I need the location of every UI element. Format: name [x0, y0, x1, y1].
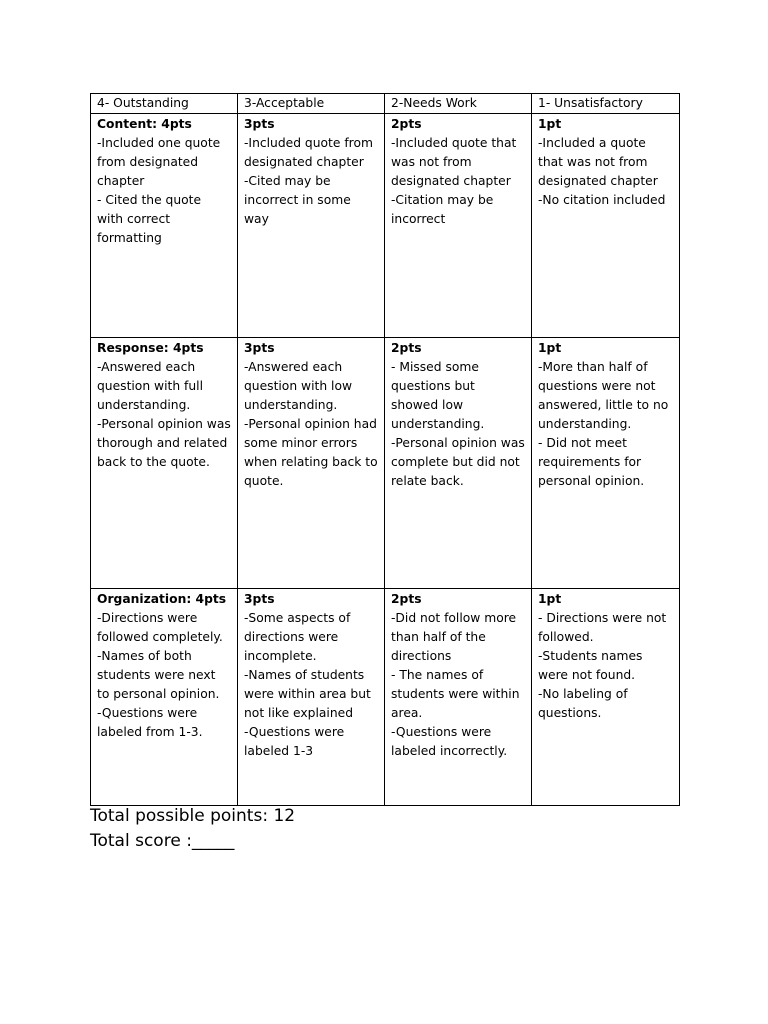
cell-line: -Citation may be incorrect — [391, 193, 494, 226]
header-row — [91, 94, 680, 114]
response-cell-2 — [385, 338, 532, 589]
cell-title: 1pt — [538, 117, 562, 131]
cell-line: -Included quote from designated chapter — [244, 136, 373, 169]
cell-line: -Personal opinion was complete but did not relate back. — [391, 436, 525, 488]
cell-line: -Questions were labeled incorrectly. — [391, 725, 508, 758]
total-possible-points: Total possible points: 12 — [90, 806, 296, 826]
response-row — [91, 338, 680, 589]
cell-line: -No citation included — [538, 193, 666, 207]
response-cell-1 — [532, 338, 680, 589]
cell-line: -Names of students were within area but not like explained — [244, 668, 371, 720]
cell-title: 3pts — [244, 341, 275, 355]
cell-line: -Included a quote that was not from designated chapter — [538, 136, 658, 188]
rubric-table — [90, 93, 680, 806]
header-outstanding: 4- Outstanding — [91, 94, 238, 114]
content-cell-2 — [385, 114, 532, 338]
cell-line: -Directions were followed completely. — [97, 611, 223, 644]
header-unsatisfactory: 1- Unsatisfactory — [532, 94, 680, 114]
cell-title: 2pts — [391, 117, 422, 131]
cell-title: 2pts — [391, 341, 422, 355]
cell-line: -Questions were labeled 1-3 — [244, 725, 345, 758]
cell-line: - Cited the quote with correct formatting — [97, 193, 202, 245]
cell-line: -Answered each question with low understanding. — [244, 360, 353, 412]
content-cell-4 — [91, 114, 238, 338]
response-cell-3 — [238, 338, 385, 589]
cell-line: - The names of students were within area. — [391, 668, 520, 720]
organization-cell-1 — [532, 589, 680, 806]
cell-title: 3pts — [244, 592, 275, 606]
cell-line: -Personal opinion had some minor errors when relating back to quote. — [244, 417, 378, 488]
organization-row — [91, 589, 680, 806]
cell-title: 3pts — [244, 117, 275, 131]
cell-line: - Did not meet requirements for personal opinion. — [538, 436, 645, 488]
cell-line: -Questions were labeled from 1-3. — [97, 706, 203, 739]
header-needs-work: 2-Needs Work — [385, 94, 532, 114]
cell-line: -No labeling of questions. — [538, 687, 628, 720]
cell-line: -Answered each question with full understanding. — [97, 360, 203, 412]
content-cell-3 — [238, 114, 385, 338]
cell-line: -Personal opinion was thorough and related back to the quote. — [97, 417, 231, 469]
organization-cell-2 — [385, 589, 532, 806]
cell-title: Organization: 4pts — [97, 592, 227, 606]
cell-line: -Included one quote from designated chapter — [97, 136, 221, 188]
content-cell-1 — [532, 114, 680, 338]
cell-title: 1pt — [538, 592, 562, 606]
cell-title: Content: 4pts — [97, 117, 192, 131]
cell-title: Response: 4pts — [97, 341, 204, 355]
cell-line: -Names of both students were next to personal opinion. — [97, 649, 220, 701]
cell-line: -More than half of questions were not answered, little to no understanding. — [538, 360, 669, 431]
organization-cell-3 — [238, 589, 385, 806]
total-score-line: Total score :_____ — [90, 831, 235, 851]
cell-title: 2pts — [391, 592, 422, 606]
cell-line: - Missed some questions but showed low understanding. — [391, 360, 485, 431]
cell-line: -Cited may be incorrect in some way — [244, 174, 351, 226]
cell-line: -Did not follow more than half of the directions — [391, 611, 517, 663]
header-acceptable: 3-Acceptable — [238, 94, 385, 114]
cell-line: -Some aspects of directions were incomplete. — [244, 611, 351, 663]
cell-line: -Included quote that was not from designated chapter — [391, 136, 517, 188]
response-cell-4 — [91, 338, 238, 589]
cell-line: - Directions were not followed. — [538, 611, 667, 644]
cell-title: 1pt — [538, 341, 562, 355]
cell-line: -Students names were not found. — [538, 649, 643, 682]
content-row — [91, 114, 680, 338]
totals-block — [90, 804, 295, 854]
organization-cell-4 — [91, 589, 238, 806]
